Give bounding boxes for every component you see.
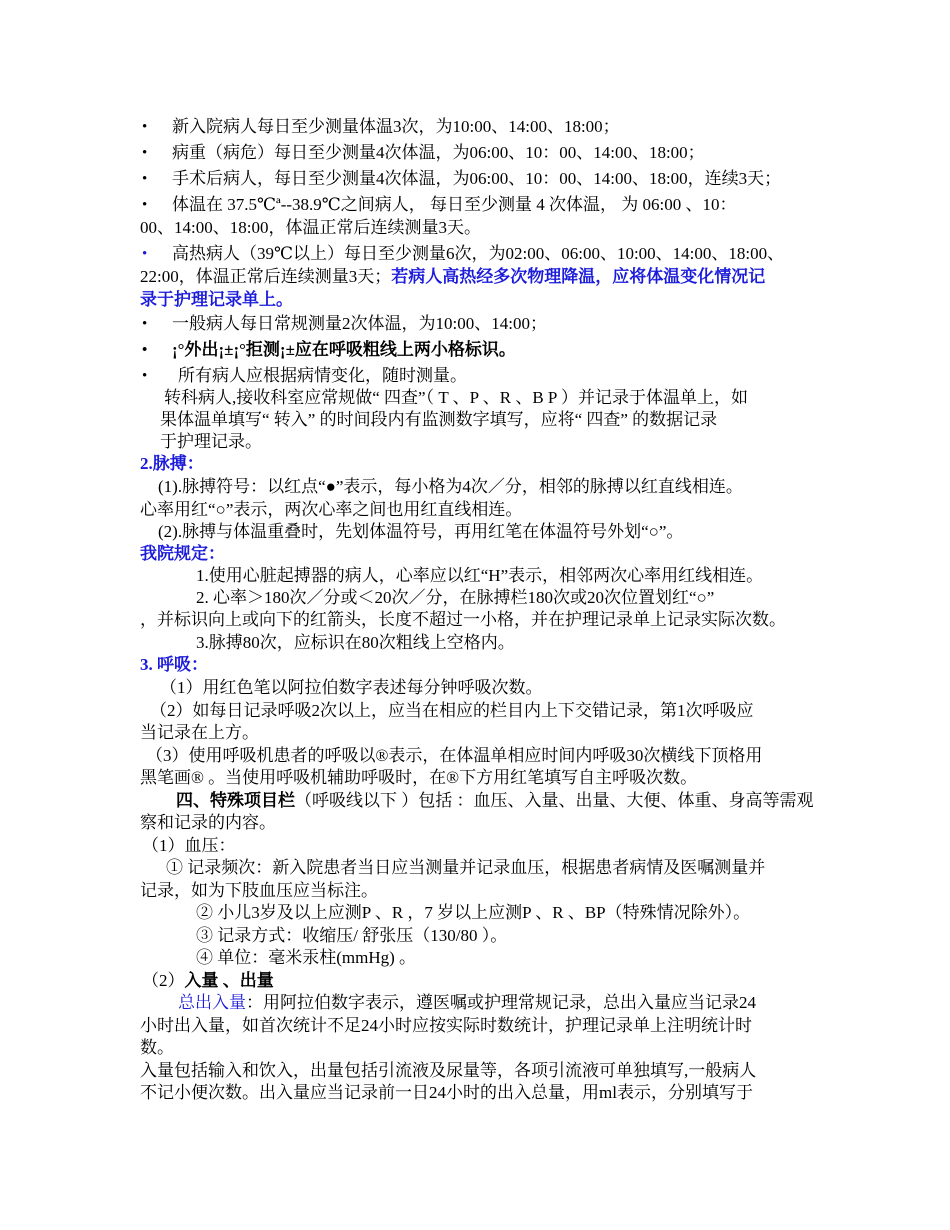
- paragraph-line: 不记小便次数。出入量应当记录前一日24小时的出入总量，用ml表示，分别填写于: [140, 1083, 753, 1102]
- bullet-text: 体温在 37.5℃ª--38.9℃之间病人， 每日至少测量 4 次体温， 为 06:00 、10：: [172, 195, 737, 214]
- paragraph-line: (1).脉搏符号：以红点“●”表示，每小格为4次／分，相邻的脉搏以红直线相连。: [158, 477, 743, 496]
- bullet-text: 所有病人应根据病情变化，随时测量。: [178, 366, 467, 385]
- term-text: 总出入量: [178, 993, 246, 1012]
- bullet-text: 高热病人（39℃以上）每日至少测量6次，为02:00、06:00、10:00、14:00、18:00、: [172, 244, 785, 263]
- paragraph-line: 2. 心率＞180次／分或＜20次／分，在脉搏栏180次或20次位置划红“○”: [196, 588, 715, 607]
- highlight-text: 录于护理记录单上。: [140, 290, 293, 309]
- paragraph-line: （3）使用呼吸机患者的呼吸以®表示，在体温单相应时间内呼吸30次横线下顶格用: [146, 746, 763, 765]
- paragraph-line: 四、特殊项目栏（呼吸线以下 ）包括 ：血压、入量、出量、大便、体重、身高等需观: [176, 791, 814, 810]
- paragraph-line: ，并标识向上或向下的红箭头，长度不超过一小格，并在护理记录单上记录实际次数。: [140, 610, 786, 629]
- paragraph-line: ④ 单位：毫米汞柱(mmHg) 。: [196, 948, 417, 967]
- paragraph-line: ① 记录频次：新入院患者当日应当测量并记录血压，根据患者病情及医嘱测量并: [166, 858, 766, 877]
- paragraph-line: 记录，如为下肢血压应当标注。: [140, 881, 378, 900]
- bullet-icon: •: [142, 342, 148, 358]
- bullet-icon: •: [142, 171, 148, 187]
- paragraph-line: 果体温单填写“ 转入” 的时间段内有监测数字填写，应将“ 四查” 的数据记录: [160, 410, 718, 429]
- paragraph-line: 入量包括输入和饮入，出量包括引流液及尿量等，各项引流液可单独填写,一般病人: [140, 1061, 757, 1080]
- paragraph-line: （2）如每日记录呼吸2次以上，应当在相应的栏目内上下交错记录，第1次呼吸应: [150, 701, 754, 720]
- subsection-heading: （2）入量 、出量: [142, 971, 274, 990]
- bullet-icon: •: [142, 145, 148, 161]
- bullet-text-continued: 22:00，体温正常后连续测量3天；若病人高热经多次物理降温，应将体温变化情况记: [140, 267, 766, 286]
- paragraph-line: 小时出入量，如首次统计不足24小时应按实际时数统计，护理记录单上注明统计时: [140, 1016, 752, 1035]
- paragraph-line: ② 小儿3岁及以上应测P 、R ，7 岁以上应测P 、R 、BP（特殊情况除外）。: [196, 903, 751, 922]
- paragraph-line: 于护理记录。: [160, 432, 262, 451]
- bullet-icon: •: [142, 246, 148, 262]
- bullet-icon: •: [142, 316, 148, 332]
- bullet-text: ¡°外出¡±¡°拒测¡±应在呼吸粗线上两小格标识。: [172, 340, 516, 359]
- paragraph-line: 转科病人,接收科室应常规做“ 四查”（ T 、P 、R 、B P ）并记录于体温单上，如: [164, 388, 748, 407]
- paragraph-line: 心率用红“○”表示，两次心率之间也用红直线相连。: [140, 500, 523, 519]
- paragraph-line: （1）用红色笔以阿拉伯数字表述每分钟呼吸次数。: [160, 678, 543, 697]
- section-heading: 2.脉搏：: [140, 454, 204, 473]
- bullet-text: 病重（病危）每日至少测量4次体温，为06:00、10：00、14:00、18:00；: [172, 143, 705, 162]
- paragraph-line: ③ 记录方式：收缩压/ 舒张压（130/80 ）。: [196, 926, 508, 945]
- paragraph-line: 1.使用心脏起搏器的病人，心率应以红“H”表示，相邻两次心率用红线相连。: [196, 566, 764, 585]
- paragraph-line: 总出入量：用阿拉伯数字表示，遵医嘱或护理常规记录，总出入量应当记录24: [178, 993, 756, 1012]
- bullet-icon: •: [142, 368, 148, 384]
- paragraph-line: 黑笔画® 。当使用呼吸机辅助呼吸时，在®下方用红笔填写自主呼吸次数。: [140, 768, 698, 787]
- section-heading: 我院规定：: [140, 544, 225, 563]
- section-heading: 3. 呼吸：: [140, 655, 208, 674]
- paragraph-line: 数。: [140, 1038, 174, 1057]
- bullet-icon: •: [142, 197, 148, 213]
- bullet-text: 新入院病人每日至少测量体温3次，为10:00、14:00、18:00；: [172, 117, 620, 136]
- bullet-text-continued: 00、14:00、18:00，体温正常后连续测量3天。: [140, 218, 481, 237]
- paragraph-line: 3.脉搏80次，应标识在80次粗线上空格内。: [196, 633, 515, 652]
- section-heading: 四、特殊项目栏: [176, 791, 295, 810]
- bullet-text: 一般病人每日常规测量2次体温，为10:00、14:00；: [172, 314, 547, 333]
- paragraph-line: (2).脉搏与体温重叠时，先划体温符号，再用红笔在体温符号外划“○”。: [158, 522, 684, 541]
- bullet-text: 手术后病人，每日至少测量4次体温，为06:00、10：00、14:00、18:00，连续3天；: [172, 169, 782, 188]
- highlight-text: 若病人高热经多次物理降温，应将体温变化情况记: [391, 267, 766, 286]
- bullet-icon: •: [142, 119, 148, 135]
- subsection-heading: （1）血压：: [142, 836, 236, 855]
- paragraph-line: 察和记录的内容。: [140, 813, 276, 832]
- paragraph-line: 当记录在上方。: [140, 723, 259, 742]
